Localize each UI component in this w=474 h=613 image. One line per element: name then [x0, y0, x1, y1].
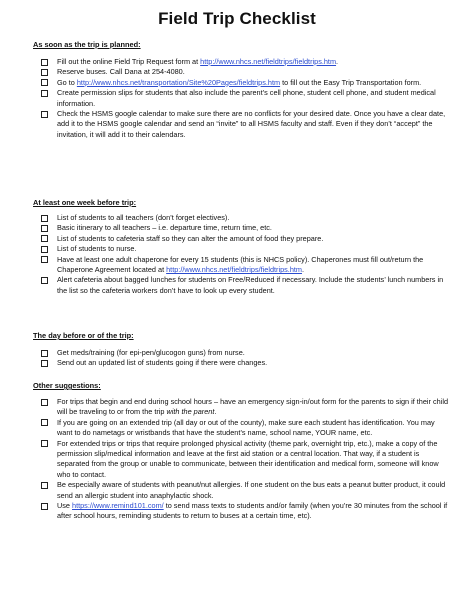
- checkbox-icon[interactable]: [41, 503, 48, 510]
- checklist-other: [33, 397, 451, 522]
- checklist-item: Reserve buses. Call Dana at 254-4080.: [33, 67, 451, 77]
- checkbox-icon[interactable]: [41, 59, 48, 66]
- checkbox-icon[interactable]: [41, 419, 48, 426]
- checkbox-icon[interactable]: [41, 360, 48, 367]
- page-title: Field Trip Checklist: [158, 9, 316, 28]
- checkbox-icon[interactable]: [41, 225, 48, 232]
- transportation-link[interactable]: http://www.nhcs.net/transportation/Site%20Pages/fieldtrips.htm: [76, 77, 281, 87]
- checkbox-icon[interactable]: [41, 256, 48, 263]
- checklist-item: For trips that begin and end during school hours – have an emergency sign-in/out form for the parents to sign if their child will be traveling to or from the trip with the parent.: [33, 397, 451, 418]
- chaperone-agreement-link[interactable]: http://www.nhcs.net/fieldtrips/fieldtrips.htm: [166, 265, 302, 275]
- checklist-item: Have at least one adult chaperone for every 15 students (this is NHCS policy). Chaperones must fill out/return the Chaperone Agreement located at http://www.nhcs.net/fieldtrips/fieldtrips.htm.: [33, 255, 451, 276]
- checklist-item: List of students to all teachers (don’t forget electives).: [33, 213, 451, 223]
- checkbox-icon[interactable]: [41, 79, 48, 86]
- section-heading-day-before: The day before or of the trip:: [33, 331, 134, 340]
- checkbox-icon[interactable]: [41, 277, 48, 284]
- checkbox-icon[interactable]: [41, 440, 48, 447]
- checklist-item: Alert cafeteria about bagged lunches for students on Free/Reduced if necessary. Include the students’ lunch numbers in the list so the cafeteria workers don’t have to look up every student.: [33, 275, 451, 296]
- checkbox-icon[interactable]: [41, 246, 48, 253]
- checklist-item: List of students to cafeteria staff so they can alter the amount of food they prepare.: [33, 234, 451, 244]
- checklist-item: Create permission slips for students that also include the parent’s cell phone, student cell phone, and student medical information.: [33, 88, 451, 109]
- checklist-item: Basic itinerary to all teachers – i.e. departure time, return time, etc.: [33, 223, 451, 233]
- checkbox-icon[interactable]: [41, 482, 48, 489]
- checkbox-icon[interactable]: [41, 69, 48, 76]
- checklist-day-before: [33, 348, 451, 369]
- checklist-item: Check the HSMS google calendar to make sure there are no conflicts for your desired date. Once you have a clear date, add it to the HSMS google calendar and send an “invite” to all HSMS faculty and staff. Even if they don’t “accept” the invitation, it will add it to their calendars.: [33, 109, 451, 140]
- checklist-week-before: [33, 213, 451, 296]
- checkbox-icon[interactable]: [41, 111, 48, 118]
- section-heading-planned: As soon as the trip is planned:: [33, 40, 141, 49]
- checklist-item: If you are going on an extended trip (all day or out of the county), make sure each student has identification. You may want to do nametags or wristbands that have the student’s name, school name, YOUR name, etc.: [33, 418, 451, 439]
- checkbox-icon[interactable]: [41, 399, 48, 406]
- checklist-item: Go to http://www.nhcs.net/transportation/Site%20Pages/fieldtrips.htm to fill out the Easy Trip Transportation form.: [33, 78, 451, 88]
- checkbox-icon[interactable]: [41, 90, 48, 97]
- checklist-item: Send out an updated list of students going if there were changes.: [33, 358, 451, 368]
- checklist-item: Be especially aware of students with peanut/nut allergies. If one student on the bus eats a peanut butter product, it could send an allergic student into anaphylactic shock.: [33, 480, 451, 501]
- field-trip-request-link[interactable]: http://www.nhcs.net/fieldtrips/fieldtrips.htm: [200, 57, 337, 66]
- checklist-item: List of students to nurse.: [33, 244, 451, 254]
- checklist-item: For extended trips or trips that require prolonged physical activity (theme park, overnight trip, etc.), make a copy of the permission slip/medical information and leave at the first aid station or a central location. That way, if a student is separated from the group or unable to communicate, between their identification and medical form, someone will know who to contact.: [33, 439, 451, 481]
- checkbox-icon[interactable]: [41, 350, 48, 357]
- section-heading-week-before: At least one week before trip:: [33, 198, 137, 207]
- checklist-item: Use https://www.remind101.com/ to send mass texts to students and/or family (when you’re 30 minutes from the school if after school hours, reminding students to return to buses at a certain time, etc).: [33, 501, 451, 522]
- checkbox-icon[interactable]: [41, 215, 48, 222]
- checklist-item: Fill out the online Field Trip Request form at http://www.nhcs.net/fieldtrips/fieldtrips.htm.: [33, 57, 451, 67]
- section-heading-other: Other suggestions:: [33, 381, 101, 390]
- checkbox-icon[interactable]: [41, 235, 48, 242]
- checklist-item: Get meds/training (for epi-pen/glucogon guns) from nurse.: [33, 348, 451, 358]
- remind101-link[interactable]: https://www.remind101.com/: [72, 501, 164, 511]
- checklist-planned: [33, 57, 451, 140]
